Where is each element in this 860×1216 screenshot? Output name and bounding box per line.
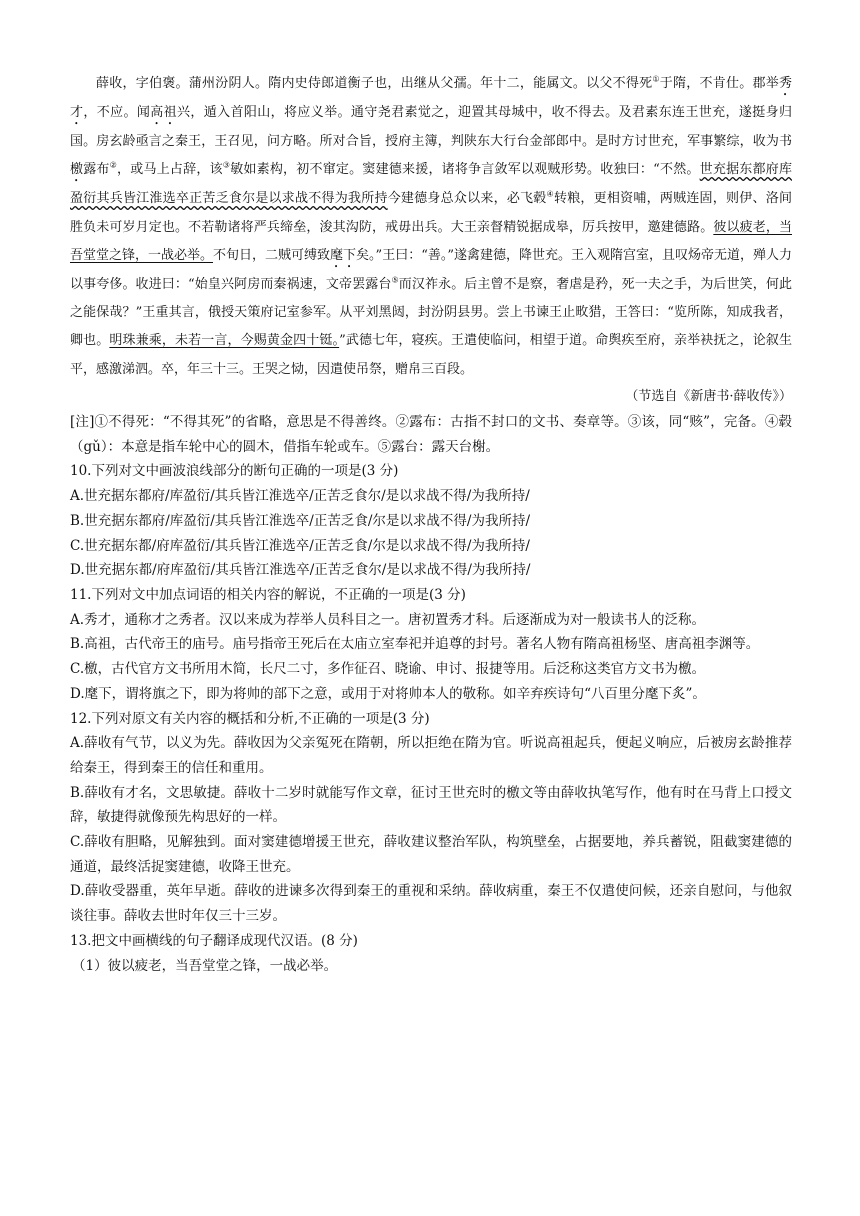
dotted-term-gaozu: 高祖: [150, 105, 178, 120]
dotted-term-xiucai: 秀才: [70, 76, 792, 120]
passage-source: （节选自《新唐书·薛收传》）: [625, 389, 792, 405]
note-marker-3: ③: [222, 160, 231, 170]
passage-text: 露布: [83, 162, 110, 178]
passage-text: 敏如素构，初不窜定。窦建德来援，诸将争言敛军以观贼形势。收独曰：“不然。: [230, 162, 700, 178]
question-11-option-c: C.檄，古代官方文书所用木简，长尺二寸，多作征召、晓谕、申讨、报捷等用。后泛称这类官方文书为檄。: [70, 661, 706, 678]
underlined-sentence-1: 彼以疲老，当吾堂堂之锋，一战必举。: [70, 219, 792, 263]
question-12-stem: 12.下列对原文有关内容的概括和分析,不正确的一项是(3 分): [70, 710, 430, 727]
question-12-option-c: C.薛收有胆略，见解独到。面对窦建德增援王世充，薛收建议整治军队，构筑壁垒，占据要地，养兵蓄锐，阻截窦建德的通道，最终活捉窦建德，收降王世充。: [70, 834, 792, 875]
question-10-option-a: A.世充据东都府/库盈衍/其兵皆江淮选卒/正苦乏食尔/是以求战不得/为我所持/: [70, 488, 530, 505]
question-10-stem: 10.下列对文中画波浪线部分的断句正确的一项是(3 分): [70, 463, 399, 480]
dotted-term-xi: 檄: [70, 162, 84, 178]
question-10-option-c: C.世充据东都/府库盈衍/其兵皆江淮选卒/正苦乏食/尔是以求战不得/为我所持/: [70, 537, 530, 554]
passage-text: ”武德七年，寝疾。王遣使临问，相望于道。命舆疾至府，亲举袂抚之，论叙生平，感激涕泗。卒，年三十三。王哭之恸，因遣使吊祭，赠帛三百段。: [70, 333, 792, 377]
question-13-stem: 13.把文中画横线的句子翻译成现代汉语。(8 分): [70, 932, 358, 949]
dotted-term-huixia: 麾下: [330, 247, 357, 263]
passage-text: 今建德身总众以来，必飞毂: [387, 191, 547, 207]
note-marker-1: ①: [652, 74, 660, 84]
note-marker-4: ④: [546, 189, 554, 199]
passage-text: 而汉祚永。后主曾不是察，奢虐是矜，死一夫之手，为后世笑，何此之能保哉？”王重其言，俄授天策府记室参军。从平刘黑闼，封汾阴县男。尝上书谏王止畋猎，王答曰：“览所陈，知成我者，卿也。: [70, 276, 792, 349]
passage-text: 兴，遁入首阳山，将应义举。通守尧君素觉之，迎置其母城中，收不得去。及君素东连王世充，遂挺身归国。房玄龄亟言之秦王，王召见，问方略。所对合旨，授府主簿，判陕东大行台金部郎中。是时方讨世充，军事繁综，收为书: [70, 105, 792, 149]
underlined-sentence-2: 明珠兼乘，未若一言，今赐黄金四十铤。: [109, 333, 340, 349]
passage-text: 于隋，不肯仕。郡举: [659, 76, 779, 91]
wavy-underlined-sentence: 世充据东都府库盈衍其兵皆江淮选卒正苦乏食尔是以求战不得为我所持: [70, 162, 792, 207]
question-11-option-b: B.高祖，古代帝王的庙号。庙号指帝王死后在太庙立室奉祀并追尊的封号。著名人物有隋高祖杨坚、唐高祖李渊等。: [70, 636, 760, 653]
question-13-item-1: （1）彼以疲老，当吾堂堂之锋，一战必举。: [72, 957, 338, 974]
question-10-option-b: B.世充据东都府/库盈衍/其兵皆江淮选卒/正苦乏食/尔是以求战不得/为我所持/: [70, 512, 531, 529]
footnotes: [注]①不得死：“不得其死”的省略，意思是不得善终。②露布：古指不封口的文书、奏章等。③该，同“赅”，完备。④毂（gǔ）：本意是指车轮中心的圆木，借指车轮或车。⑤露台：露天台榭。: [70, 414, 792, 455]
passage-text: 矣。”王曰：“善。”遂禽建德，降世充。王入观隋宫室，且叹炀帝无道，殚人力以事夸侈。收进曰：“始皇兴阿房而秦祸速，文帝罢露台: [70, 247, 792, 292]
exam-page: [70, 70, 792, 978]
classical-passage: [70, 70, 792, 384]
note-marker-5: ⑤: [391, 275, 399, 285]
question-11-option-a: A.秀才，通称才之秀者。汉以来成为荐举人员科目之一。唐初置秀才科。后逐渐成为对一般读书人的泛称。: [70, 611, 706, 628]
question-11-stem: 11.下列对文中加点词语的相关内容的解说，不正确的一项是(3 分): [70, 587, 466, 603]
question-12-option-d: D.薛收受器重，英年早逝。薛收的进谏多次得到秦王的重视和采纳。薛收病重，秦王不仅遣使问候，还亲自慰问，与他叙谈往事。薛收去世时年仅三十三岁。: [70, 883, 792, 925]
question-11-option-d: D.麾下，谓将旗之下，即为将帅的部下之意，或用于对将帅本人的敬称。如辛弃疾诗句“八百里分麾下炙”。: [70, 685, 706, 702]
passage-text: 转粮，更相资哺，两贼连固，则伊、洛间胜负未可岁月定也。不若勒诸将严兵缔垒，浚其沟防，戒毋出兵。大王亲督精锐据成皋，厉兵按甲，邀建德路。: [70, 191, 792, 235]
passage-text: ，不应。闻: [83, 105, 151, 120]
passage-text: 不旬日，二贼可缚致: [213, 247, 331, 263]
question-10-option-d: D.世充据东都/府库盈衍/其兵皆江淮选卒/正苦乏食尔/是以求战不得/为我所持/: [70, 562, 531, 579]
question-12-option-a: A.薛收有气节，以义为先。薛收因为父亲冤死在隋朝，所以拒绝在隋为官。听说高祖起兵，便起义响应，后被房玄龄推荐给秦王，得到秦王的信任和重用。: [70, 735, 792, 776]
note-marker-2: ②: [109, 160, 118, 170]
question-12-option-b: B.薛收有才名，文思敏捷。薛收十二岁时就能写作文章，征讨王世充时的檄文等由薛收执笔写作，他有时在马背上口授文辞，敏捷得就像预先构思好的一样。: [70, 784, 792, 826]
passage-text: ，或马上占辞，该: [117, 162, 223, 178]
passage-text: 薛收，字伯褒。蒲州汾阴人。隋内史侍郎道衡子也，出继从父孺。年十二，能属文。以父不得死: [96, 76, 653, 91]
